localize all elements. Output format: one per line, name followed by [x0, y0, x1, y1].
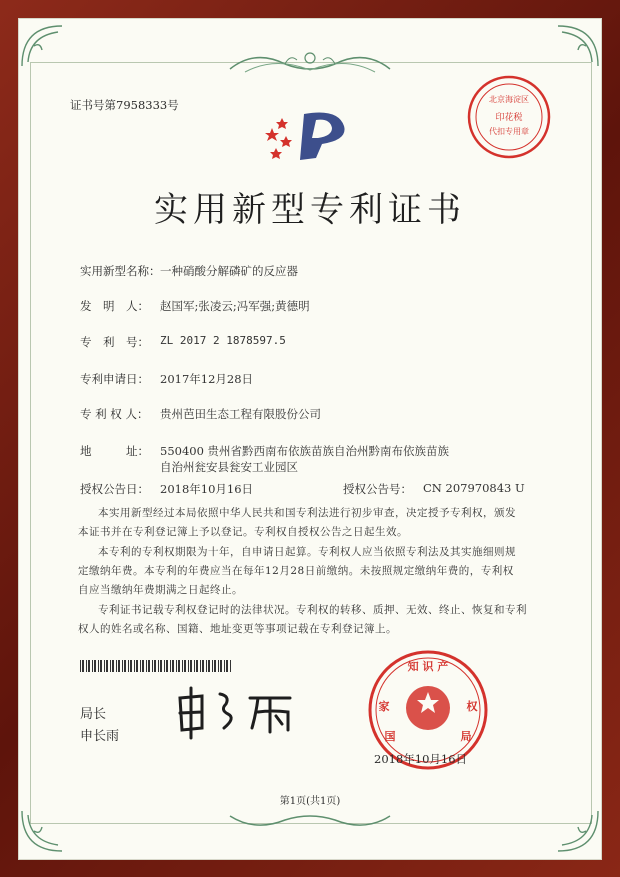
legal-paragraph-1: [78, 504, 548, 542]
certificate-title: 实用新型专利证书: [154, 190, 466, 230]
paragraph-line: 定缴纳年费。本专利的年费应当在每年12月28日前缴纳。未按照规定缴纳年费的，专利权: [78, 565, 514, 577]
field-filing-date-label: 专利申请日：: [80, 372, 149, 386]
seal-date: 2018年10月16日: [374, 752, 468, 766]
legal-paragraph-2: [78, 543, 548, 600]
grant-date-value: 2018年10月16日: [160, 482, 254, 496]
paragraph-line: 本专利的专利权期限为十年，自申请日起算。专利权人应当依照专利法及其实施细则规: [98, 546, 516, 558]
field-patentee-value: 贵州芭田生态工程有限股份公司: [160, 407, 321, 421]
field-patentee-label: 专 利 权 人：: [80, 407, 149, 421]
tax-stamp: [464, 72, 554, 162]
patent-office-logo-icon: [258, 100, 358, 166]
svg-text:知 识 产: 知 识 产: [407, 660, 449, 673]
paragraph-line: 自应当缴纳年费期满之日起终止。: [78, 584, 243, 596]
grant-number-label: 授权公告号：: [343, 482, 412, 496]
grant-date-label: 授权公告日：: [80, 482, 149, 496]
paragraph-line: 权人的姓名或名称、国籍、地址变更等事项记载在专利登记簿上。: [78, 623, 397, 635]
paragraph-line: 本证书并在专利登记簿上予以登记。专利权自授权公告之日起生效。: [78, 526, 408, 538]
svg-text:国: 国: [384, 730, 396, 743]
page-number: 第1页(共1页): [279, 796, 341, 807]
svg-text:局: 局: [460, 730, 472, 743]
field-address-line1: 550400 贵州省黔西南布依族苗族自治州黔南布依族苗族: [160, 444, 450, 458]
svg-text:印花税: 印花税: [495, 113, 523, 123]
field-patent-no-value: ZL 2017 2 1878597.5: [160, 334, 286, 347]
legal-paragraph-3: [78, 601, 548, 639]
director-title: 局长: [80, 707, 107, 722]
grant-number-value: CN 207970843 U: [423, 481, 525, 495]
svg-text:家: 家: [378, 700, 390, 713]
handwritten-signature: [172, 680, 302, 740]
field-filing-date-value: 2017年12月28日: [160, 372, 254, 386]
field-address-label: 地 址：: [80, 444, 149, 458]
field-inventor-label: 发 明 人：: [80, 299, 149, 313]
svg-text:代扣专用章: 代扣专用章: [489, 127, 529, 136]
corner-ornament-top-right: [554, 22, 602, 70]
corner-ornament-bottom-right: [554, 807, 602, 855]
field-name-label: 实用新型名称：: [80, 264, 161, 278]
paragraph-line: 本实用新型经过本局依照中华人民共和国专利法进行初步审查，决定授予专利权，颁发: [98, 507, 516, 519]
field-address-line2: 自治州瓮安县瓮安工业园区: [160, 460, 298, 474]
director-name: 申长雨: [80, 729, 120, 744]
corner-ornament-bottom-left: [18, 807, 66, 855]
field-inventor-value: 赵国军;张凌云;冯军强;黄德明: [160, 299, 310, 313]
field-patent-no-label: 专 利 号：: [80, 335, 149, 349]
svg-text:权: 权: [466, 700, 478, 713]
corner-ornament-top-left: [18, 22, 66, 70]
field-name-value: 一种硝酸分解磷矿的反应器: [160, 264, 298, 278]
top-ornament: [225, 44, 395, 78]
barcode: [80, 660, 232, 672]
paragraph-line: 专利证书记载专利权登记时的法律状况。专利权的转移、质押、无效、终止、恢复和专利: [98, 604, 527, 616]
svg-text:北京海淀区: 北京海淀区: [489, 95, 529, 104]
certificate-number: 证书号第7958333号: [70, 98, 179, 112]
bottom-ornament: [225, 810, 395, 834]
